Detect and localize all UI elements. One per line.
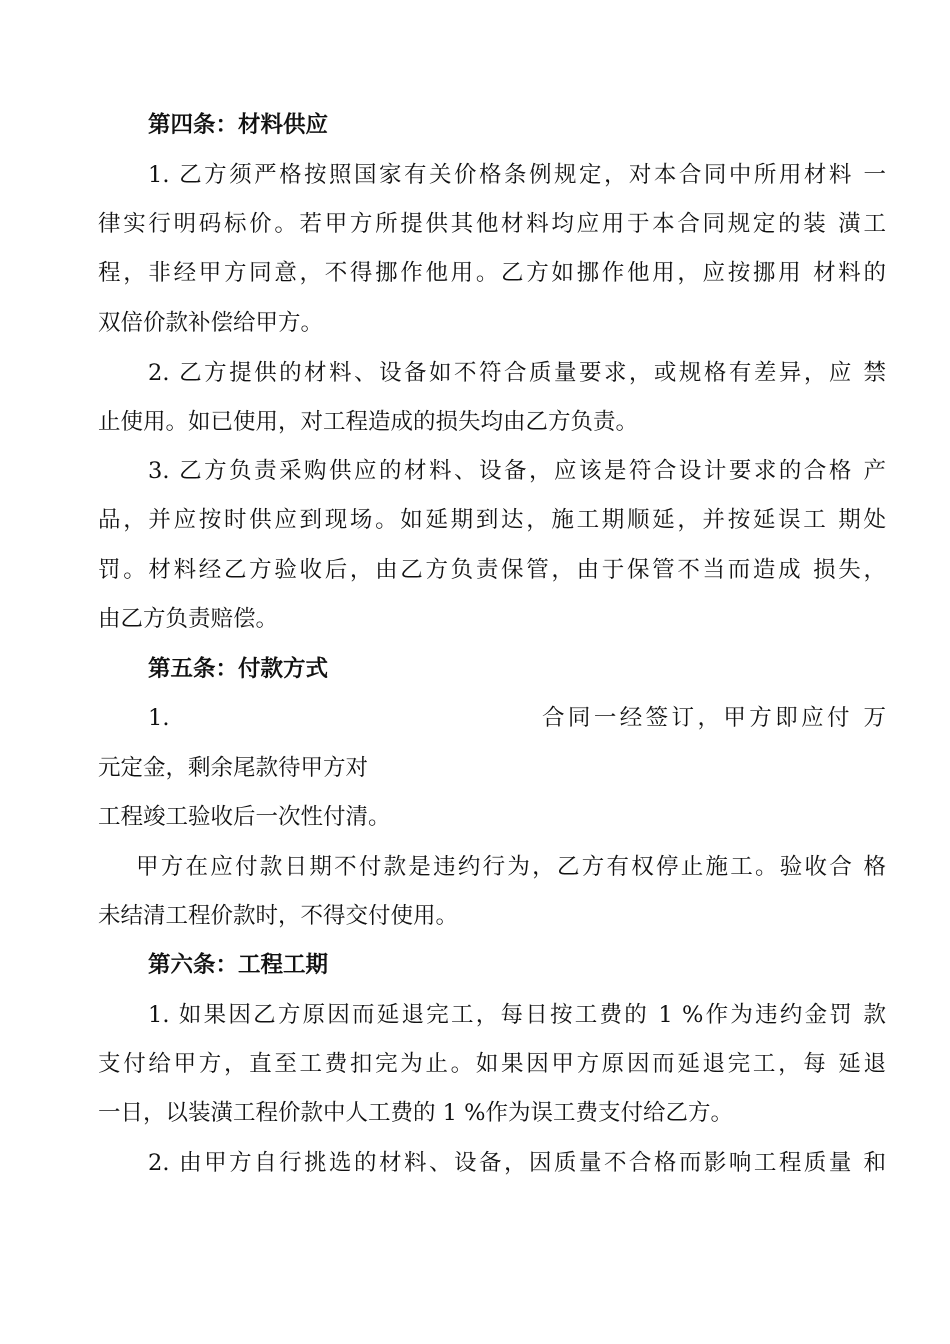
article-4-p2-line-1: 2. 乙方提供的材料、设备如不符合质量要求，或规格有差异，应 禁 <box>148 360 886 386</box>
article-6-p2-line-1: 2. 由甲方自行挑选的材料、设备，因质量不合格而影响工程质量 和 <box>148 1150 886 1176</box>
article-5-p1-line-3: 工程竣工验收后一次性付清。 <box>98 804 391 830</box>
article-5-p2-line-1: 甲方在应付款日期不付款是违约行为，乙方有权停止施工。验收合 格 <box>136 854 886 880</box>
article-5-p1-line-1: 合同一经签订，甲方即应付 万 <box>542 705 886 731</box>
article-4-p3-line-3: 罚。材料经乙方验收后，由乙方负责保管，由于保管不当而造成 损失， <box>98 557 886 583</box>
article-5-p2-line-2: 未结清工程价款时，不得交付使用。 <box>98 903 459 929</box>
article-4-p3-line-4: 由乙方负责赔偿。 <box>98 606 279 632</box>
article-4-p3-line-1: 3. 乙方负责采购供应的材料、设备，应该是符合设计要求的合格 产 <box>148 458 886 484</box>
article-4-p1-line-2: 律实行明码标价。若甲方所提供其他材料均应用于本合同规定的装 潢工 <box>98 211 886 237</box>
article-6-heading: 第六条：工程工期 <box>148 952 329 978</box>
article-4-p1-line-1: 1. 乙方须严格按照国家有关价格条例规定，对本合同中所用材料 一 <box>148 162 886 188</box>
article-5-heading: 第五条：付款方式 <box>148 656 329 682</box>
article-4-p1-line-4: 双倍价款补偿给甲方。 <box>98 310 324 336</box>
article-4-heading: 第四条：材料供应 <box>148 112 329 138</box>
article-4-p1-line-3: 程，非经甲方同意，不得挪作他用。乙方如挪作他用，应按挪用 材料的 <box>98 260 886 286</box>
article-4-p2-line-2: 止使用。如已使用，对工程造成的损失均由乙方负责。 <box>98 409 639 435</box>
article-6-p1-line-1: 1. 如果因乙方原因而延退完工，每日按工费的 1 %作为违约金罚 款 <box>148 1002 886 1028</box>
article-5-p1-line-2: 元定金，剩余尾款待甲方对 <box>98 755 369 781</box>
article-5-p1-number: 1. <box>148 705 170 731</box>
article-6-p1-line-2: 支付给甲方，直至工费扣完为止。如果因甲方原因而延退完工，每 延退 <box>98 1051 886 1077</box>
article-6-p1-line-3: 一日，以装潢工程价款中人工费的 1 %作为误工费支付给乙方。 <box>98 1100 733 1126</box>
article-4-p3-line-2: 品，并应按时供应到现场。如延期到达，施工期顺延，并按延误工 期处 <box>98 507 886 533</box>
